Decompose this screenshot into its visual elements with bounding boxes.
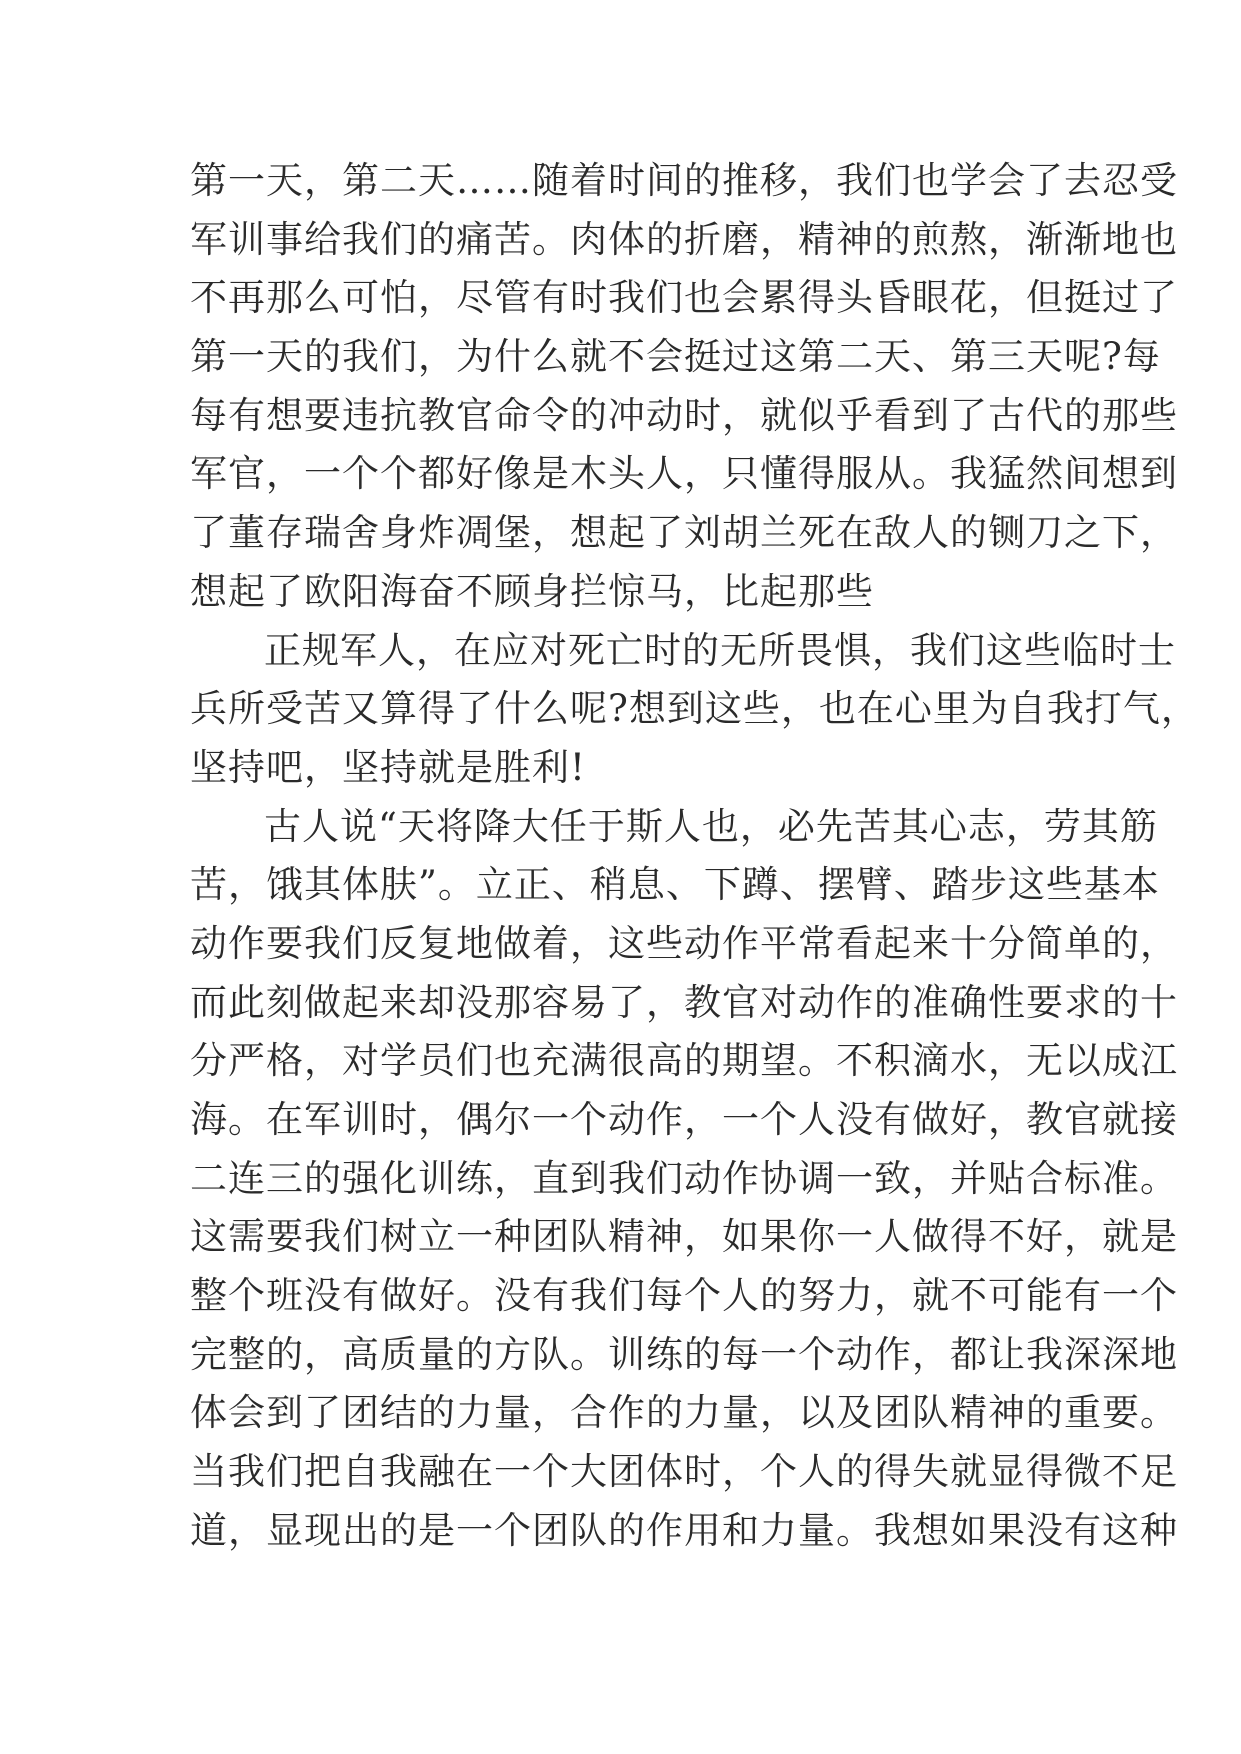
- text-line: 军官，一个个都好像是木头人，只懂得服从。我猛然间想到: [190, 452, 1178, 496]
- text-line: 每有想要违抗教官命令的冲动时，就似乎看到了古代的那些: [190, 393, 1178, 437]
- text-line: 二连三的强化训练，直到我们动作协调一致，并贴合标准。: [190, 1156, 1178, 1200]
- text-line: 兵所受苦又算得了什么呢?想到这些，也在心里为自我打气，: [190, 687, 1199, 731]
- paragraph-first-line: 正规军人，在应对死亡时的无所畏惧，我们这些临时士: [264, 628, 1176, 672]
- text-line: 道，显现出的是一个团队的作用和力量。我想如果没有这种: [190, 1508, 1178, 1552]
- text-line: 完整的，高质量的方队。训练的每一个动作，都让我深深地: [190, 1332, 1178, 1376]
- text-line: 不再那么可怕，尽管有时我们也会累得头昏眼花，但挺过了: [190, 276, 1178, 320]
- text-line: 想起了欧阳海奋不顾身拦惊马，比起那些: [190, 569, 874, 613]
- text-line: 第一天的我们，为什么就不会挺过这第二天、第三天呢?每: [190, 335, 1161, 379]
- text-line: 军训事给我们的痛苦。肉体的折磨，精神的煎熬，渐渐地也: [190, 217, 1178, 261]
- text-line: 坚持吧，坚持就是胜利!: [190, 745, 586, 789]
- paragraph-first-line: 古人说“天将降大任于斯人也，必先苦其心志，劳其筋: [264, 804, 1158, 848]
- text-line: 苦，饿其体肤”。立正、稍息、下蹲、摆臂、踏步这些基本: [190, 863, 1160, 907]
- text-line: 分严格，对学员们也充满很高的期望。不积滴水，无以成江: [190, 1039, 1178, 1083]
- text-line: 体会到了团结的力量，合作的力量，以及团队精神的重要。: [190, 1391, 1178, 1435]
- text-line: 整个班没有做好。没有我们每个人的努力，就不可能有一个: [190, 1274, 1178, 1318]
- text-line: 第一天，第二天……随着时间的推移，我们也学会了去忍受: [190, 159, 1178, 202]
- text-line: 当我们把自我融在一个大团体时，个人的得失就显得微不足: [190, 1450, 1178, 1494]
- text-line: 了董存瑞舍身炸凋堡，想起了刘胡兰死在敌人的铡刀之下，: [190, 511, 1178, 555]
- text-line: 这需要我们树立一种团队精神，如果你一人做得不好，就是: [190, 1215, 1178, 1259]
- text-line: 海。在军训时，偶尔一个动作，一个人没有做好，教官就接: [190, 1098, 1178, 1141]
- text-line: 而此刻做起来却没那容易了，教官对动作的准确性要求的十: [190, 980, 1178, 1024]
- document-body: [190, 152, 1199, 1561]
- text-line: 动作要我们反复地做着，这些动作平常看起来十分简单的，: [190, 921, 1178, 965]
